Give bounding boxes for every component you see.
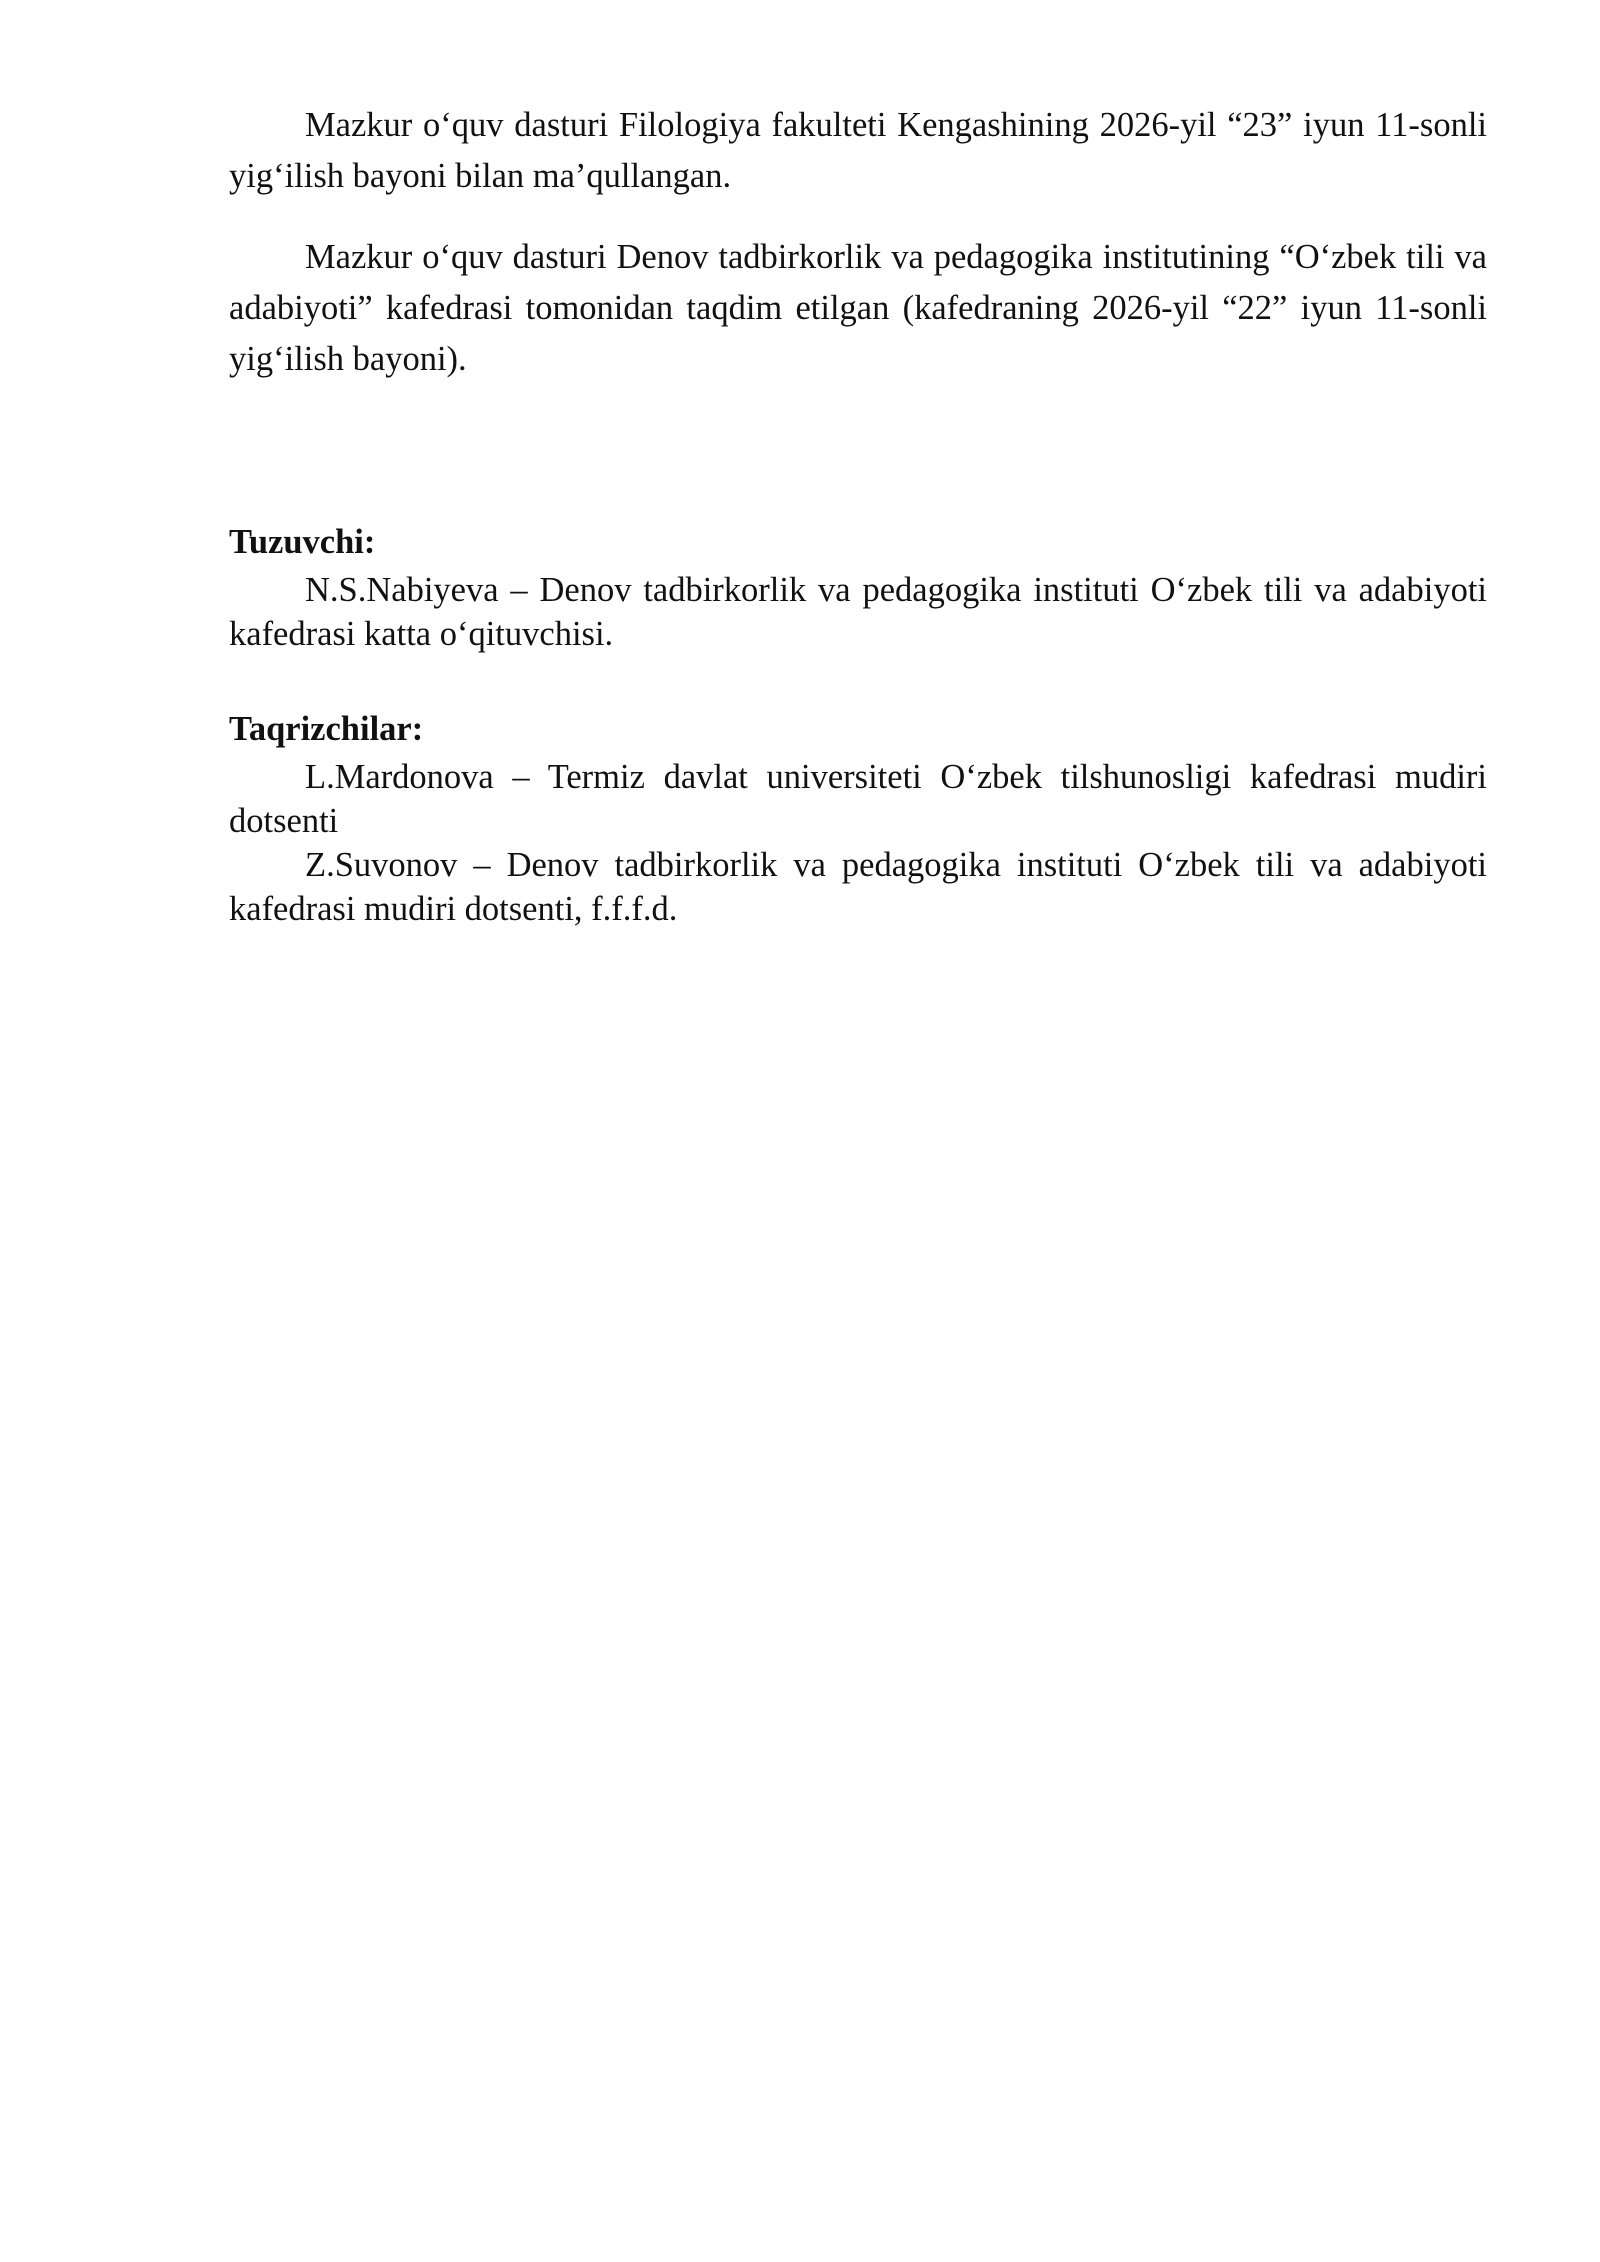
author-entry: N.S.Nabiyeva – Denov tadbirkorlik va pedagogika instituti O‘zbek tili va adabiyoti kafedrasi katta o‘qituvchisi. xyxy=(229,571,1487,653)
reviewer-entry-1: L.Mardonova – Termiz davlat universiteti O‘zbek tilshunosligi kafedrasi mudiri dotsenti xyxy=(229,758,1487,840)
department-approval-paragraph: Mazkur o‘quv dasturi Denov tadbirkorlik va pedagogika institutining “O‘zbek tili va adabiyoti” kafedrasi tomonidan taqdim etilgan (kafedraning 2026-yil “22” iyun 11-sonli yig‘ilish bayoni). xyxy=(229,238,1487,378)
document-page xyxy=(229,100,1487,931)
faculty-approval-paragraph: Mazkur o‘quv dasturi Filologiya fakulteti Kengashining 2026-yil “23” iyun 11-sonli yig‘ilish bayoni bilan ma’qullangan. xyxy=(229,106,1487,195)
reviewers-heading: Taqrizchilar: xyxy=(229,710,424,748)
author-heading: Tuzuvchi: xyxy=(229,523,376,561)
reviewer-entry-2: Z.Suvonov – Denov tadbirkorlik va pedagogika instituti O‘zbek tili va adabiyoti kafedrasi mudiri dotsenti, f.f.f.d. xyxy=(229,846,1487,928)
